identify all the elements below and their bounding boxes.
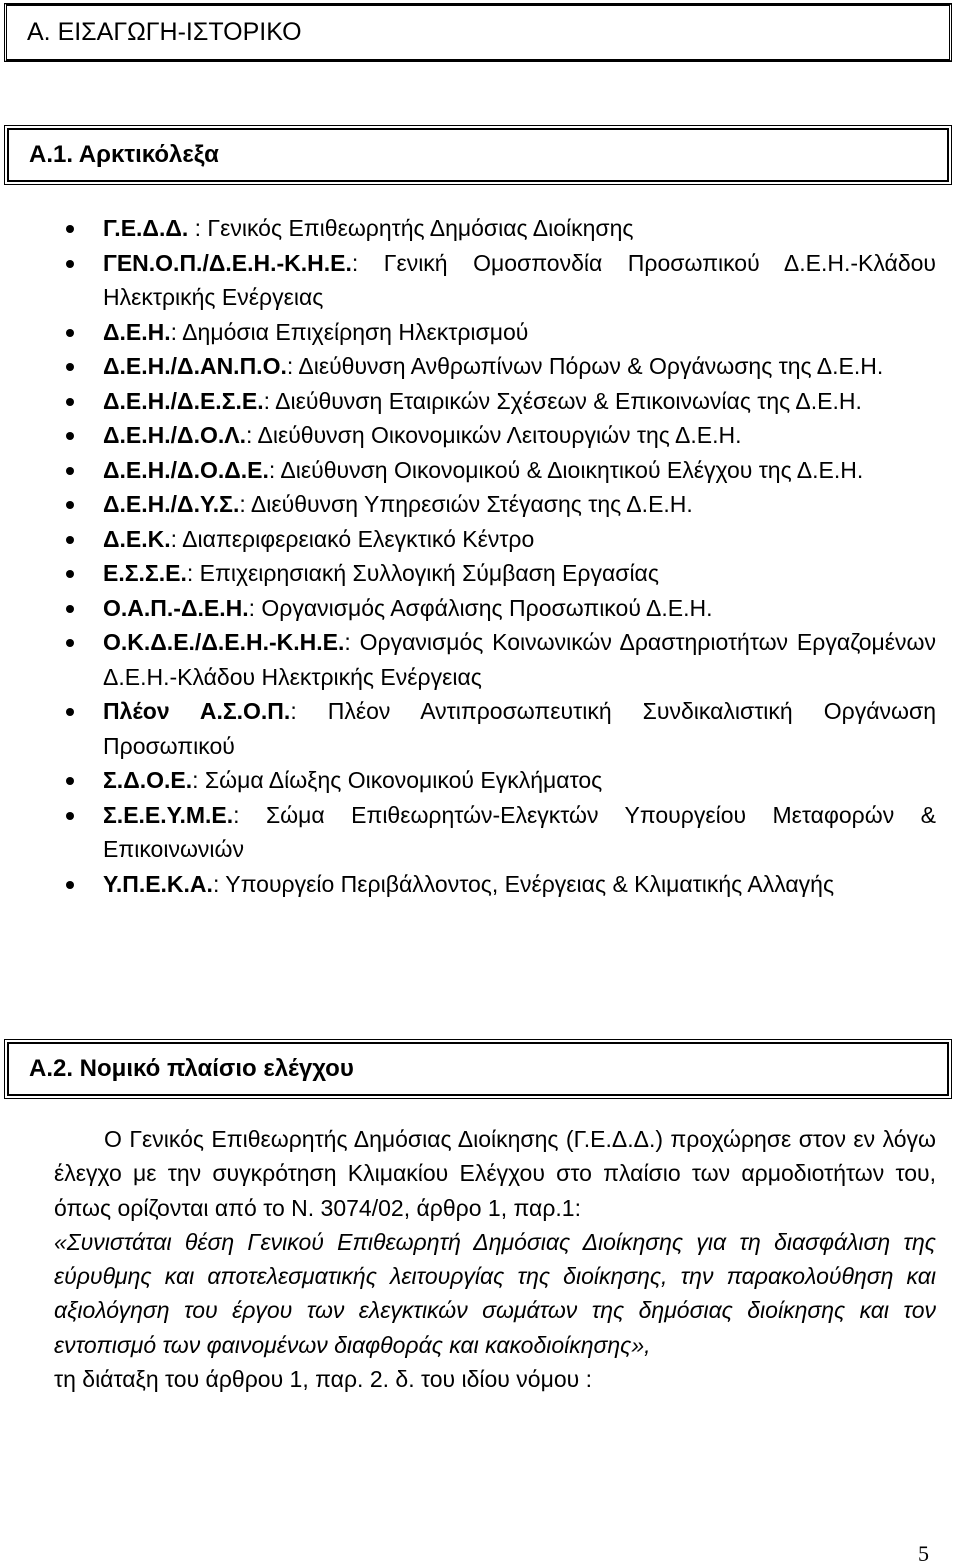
- abbreviation-description: : Διεύθυνση Εταιρικών Σχέσεων & Επικοινωνίας της Δ.Ε.Η.: [263, 387, 862, 414]
- section-a-heading-box: [4, 3, 952, 62]
- section-a-title: Α. ΕΙΣΑΓΩΓΗ-ΙΣΤΟΡΙΚΟ: [27, 18, 302, 46]
- abbreviation-term: Δ.Ε.Η.: [103, 318, 171, 345]
- abbreviation-item: [66, 591, 936, 626]
- abbreviation-term: Δ.Ε.Η./Δ.Ε.Σ.Ε.: [103, 387, 264, 414]
- abbreviation-description: : Διεύθυνση Ανθρωπίνων Πόρων & Οργάνωσης της Δ.Ε.Η.: [286, 353, 884, 379]
- abbreviation-description: : Δημόσια Επιχείρηση Ηλεκτρισμού: [170, 318, 529, 345]
- abbreviation-description: : Σώμα Επιθεωρητών-Ελεγκτών Υπουργείου Μεταφορών & Επικοινωνιών: [103, 801, 936, 862]
- abbreviation-description: : Διαπεριφερειακό Ελεγκτικό Κέντρο: [170, 525, 535, 552]
- abbreviation-item: [66, 315, 936, 350]
- abbreviation-term: ΓΕΝ.Ο.Π./Δ.Ε.Η.-Κ.Η.Ε.: [103, 249, 352, 276]
- abbreviation-term: Δ.Ε.Η./Δ.Ο.Λ.: [103, 422, 246, 448]
- abbreviation-term: Δ.Ε.Η./Δ.ΑΝ.Π.Ο.: [103, 353, 287, 379]
- abbreviation-term: Πλέον Α.Σ.Ο.Π.: [103, 698, 291, 724]
- abbreviation-description: : Γενικός Επιθεωρητής Δημόσιας Διοίκησης: [188, 215, 634, 241]
- section-a1-title: Α.1. Αρκτικόλεξα: [29, 141, 219, 168]
- section-a2-heading-box: [7, 1042, 949, 1096]
- abbreviation-item: [66, 246, 936, 315]
- abbreviation-term: Δ.Ε.Η./Δ.Υ.Σ.: [103, 491, 240, 517]
- abbreviation-description: : Γενική Ομοσπονδία Προσωπικού Δ.Ε.Η.-Κλάδου Ηλεκτρικής Ενέργειας: [103, 249, 936, 310]
- abbreviation-description: : Πλέον Αντιπροσωπευτική Συνδικαλιστική Οργάνωση Προσωπικού: [103, 698, 936, 759]
- abbreviation-term: Δ.Ε.Κ.: [103, 525, 171, 552]
- section-a1-heading-box: [7, 128, 949, 182]
- abbreviation-term: Γ.Ε.Δ.Δ.: [103, 215, 189, 241]
- section-a2-title: Α.2. Νομικό πλαίσιο ελέγχου: [29, 1055, 354, 1082]
- legal-framework-text: [54, 1122, 936, 1396]
- abbreviation-item: [66, 798, 936, 867]
- abbreviation-term: Ο.Α.Π.-Δ.Ε.Η.: [103, 594, 249, 621]
- abbreviation-item: [66, 867, 936, 902]
- abbreviation-item: [66, 694, 936, 763]
- abbreviation-item: [66, 763, 936, 798]
- abbreviation-description: : Επιχειρησιακή Συλλογική Σύμβαση Εργασίας: [186, 560, 659, 586]
- abbreviation-item: [66, 211, 936, 246]
- abbreviation-description: : Οργανισμός Ασφάλισης Προσωπικού Δ.Ε.Η.: [248, 594, 713, 621]
- law-quote: «Συνιστάται θέση Γενικού Επιθεωρητή Δημόσιας Διοίκησης για τη διασφάλιση της εύρυθμης και αποτελεσματικής λειτουργίας της διοίκησης, την παρακολούθηση και αξιολόγηση του έργου των ελεγκτικών σωμάτων της δημόσιας διοίκησης και τον εντοπισμό των φαινομένων διαφθοράς και κακοδιοίκησης»,: [54, 1228, 936, 1358]
- abbreviation-description: : Σώμα Δίωξης Οικονομικού Εγκλήματος: [192, 767, 603, 793]
- abbreviation-term: Σ.Δ.Ο.Ε.: [103, 767, 193, 793]
- intro-paragraph: Ο Γενικός Επιθεωρητής Δημόσιας Διοίκησης (Γ.Ε.Δ.Δ.) προχώρησε στον εν λόγω έλεγχο με την συγκρότηση Κλιμακίου Ελέγχου στο πλαίσιο των αρμοδιοτήτων του, όπως ορίζονται από το Ν. 3074/02, άρθρο 1, παρ.1:: [54, 1126, 936, 1221]
- abbreviation-item: [66, 349, 936, 384]
- abbreviation-description: : Υπουργείο Περιβάλλοντος, Ενέργειας & Κλιματικής Αλλαγής: [212, 870, 835, 897]
- abbreviation-item: [66, 487, 936, 522]
- page-number: 5: [918, 1541, 929, 1566]
- abbreviation-item: [66, 625, 936, 694]
- abbreviation-item: [66, 384, 936, 419]
- abbreviation-term: Υ.Π.Ε.Κ.Α.: [103, 870, 213, 897]
- abbreviation-item: [66, 556, 936, 591]
- abbreviation-item: [66, 418, 936, 453]
- abbreviation-description: : Οργανισμός Κοινωνικών Δραστηριοτήτων Εργαζομένων Δ.Ε.Η.-Κλάδου Ηλεκτρικής Ενέργειας: [103, 629, 936, 690]
- abbreviation-description: : Διεύθυνση Οικονομικού & Διοικητικού Ελέγχου της Δ.Ε.Η.: [268, 456, 864, 483]
- abbreviation-item: [66, 453, 936, 488]
- abbreviation-description: : Διεύθυνση Οικονομικών Λειτουργιών της Δ.Ε.Η.: [245, 422, 742, 448]
- abbreviation-term: Ε.Σ.Σ.Ε.: [103, 560, 187, 586]
- abbreviation-item: [66, 522, 936, 557]
- abbreviation-term: Σ.Ε.Ε.Υ.Μ.Ε.: [103, 801, 234, 828]
- closing-line: τη διάταξη του άρθρου 1, παρ. 2. δ. του ιδίου νόμου :: [54, 1366, 592, 1393]
- abbreviation-term: Δ.Ε.Η./Δ.Ο.Δ.Ε.: [103, 456, 269, 483]
- abbreviation-description: : Διεύθυνση Υπηρεσιών Στέγασης της Δ.Ε.Η.: [239, 491, 693, 517]
- abbreviation-term: Ο.Κ.Δ.Ε./Δ.Ε.Η.-Κ.Η.Ε.: [103, 629, 345, 655]
- abbreviation-list: [66, 211, 936, 901]
